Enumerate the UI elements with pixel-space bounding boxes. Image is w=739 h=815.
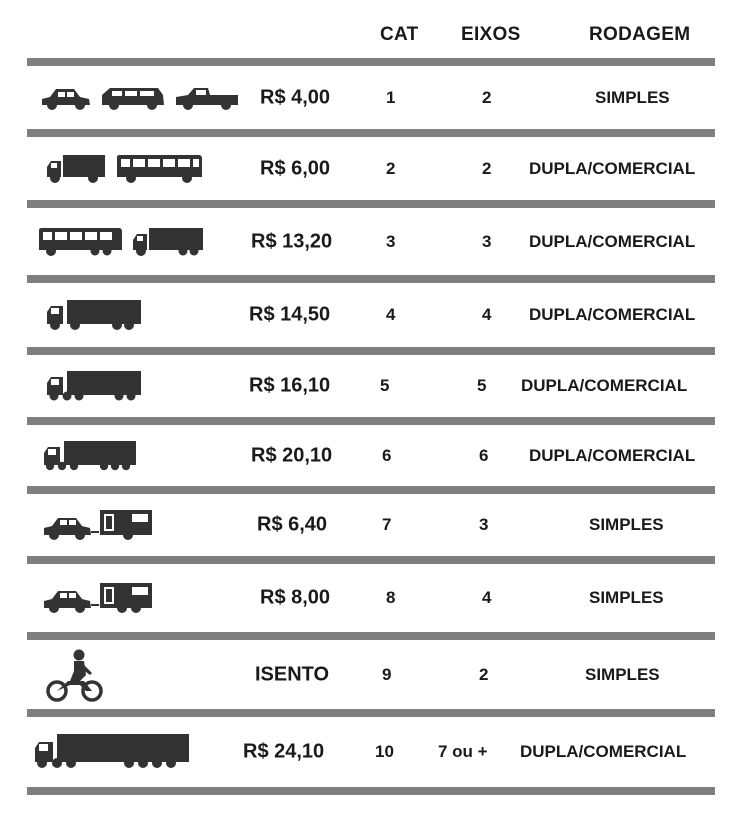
cat-value: 8 bbox=[386, 588, 396, 607]
bus-icon bbox=[115, 153, 203, 185]
rodagem-value: DUPLA/COMERCIAL bbox=[520, 742, 687, 761]
truck-icon bbox=[45, 153, 107, 185]
divider bbox=[27, 486, 715, 494]
divider bbox=[27, 200, 715, 208]
car-trailer-icon bbox=[42, 508, 154, 542]
eixos-value: 7 ou + bbox=[438, 742, 488, 761]
bus-icon bbox=[37, 226, 123, 258]
table-row bbox=[0, 717, 739, 787]
cat-value: 2 bbox=[386, 158, 396, 178]
cat-value: 5 bbox=[380, 376, 390, 395]
price: ISENTO bbox=[255, 663, 330, 685]
truck-icon bbox=[131, 226, 205, 258]
table-row bbox=[0, 564, 739, 632]
cat-value: 1 bbox=[386, 87, 396, 107]
rodagem-value: SIMPLES bbox=[589, 588, 664, 607]
table-row bbox=[0, 66, 739, 129]
price: R$ 20,10 bbox=[251, 444, 333, 466]
divider bbox=[27, 347, 715, 355]
rodagem-value: SIMPLES bbox=[585, 664, 660, 684]
table-header bbox=[0, 0, 739, 58]
eixos-value: 2 bbox=[479, 664, 489, 684]
divider bbox=[27, 709, 715, 717]
table-row bbox=[0, 355, 739, 417]
price: R$ 24,10 bbox=[243, 740, 325, 763]
eixos-value: 6 bbox=[479, 445, 489, 465]
van-icon bbox=[100, 85, 166, 111]
table-row bbox=[0, 640, 739, 709]
truck-6-axle-icon bbox=[42, 439, 138, 473]
eixos-value: 5 bbox=[477, 376, 487, 395]
divider bbox=[27, 632, 715, 640]
rodagem-value: SIMPLES bbox=[589, 515, 664, 534]
header-cat: CAT bbox=[380, 24, 419, 45]
rodagem-value: DUPLA/COMERCIAL bbox=[529, 158, 696, 178]
car-icon bbox=[40, 85, 92, 111]
pickup-icon bbox=[174, 85, 240, 111]
eixos-value: 2 bbox=[482, 158, 492, 178]
car-trailer-2-axle-icon bbox=[42, 581, 154, 615]
eixos-value: 2 bbox=[482, 87, 492, 107]
rodagem-value: DUPLA/COMERCIAL bbox=[529, 445, 696, 465]
price: R$ 16,10 bbox=[249, 374, 331, 397]
price: R$ 14,50 bbox=[249, 303, 331, 326]
divider bbox=[27, 787, 715, 795]
cat-value: 9 bbox=[382, 664, 392, 684]
table-row bbox=[0, 494, 739, 556]
truck-7-axle-icon bbox=[33, 732, 191, 772]
header-rodagem: RODAGEM bbox=[589, 24, 691, 45]
divider bbox=[27, 58, 715, 66]
eixos-value: 4 bbox=[482, 588, 492, 607]
price: R$ 6,00 bbox=[260, 157, 331, 179]
cat-value: 7 bbox=[382, 515, 392, 534]
truck-4-axle-icon bbox=[45, 298, 143, 332]
rodagem-value: DUPLA/COMERCIAL bbox=[529, 231, 696, 251]
divider bbox=[27, 129, 715, 137]
divider bbox=[27, 275, 715, 283]
divider bbox=[27, 417, 715, 425]
table-row bbox=[0, 283, 739, 347]
table-row bbox=[0, 425, 739, 486]
price: R$ 8,00 bbox=[260, 586, 331, 609]
cat-value: 3 bbox=[386, 231, 396, 251]
table-row bbox=[0, 208, 739, 275]
table-row bbox=[0, 137, 739, 200]
rodagem-value: DUPLA/COMERCIAL bbox=[521, 376, 688, 395]
motorcycle-icon bbox=[46, 647, 104, 703]
eixos-value: 3 bbox=[479, 515, 489, 534]
truck-5-axle-icon bbox=[45, 369, 143, 403]
header-eixos: EIXOS bbox=[461, 24, 521, 45]
divider bbox=[27, 556, 715, 564]
rodagem-value: DUPLA/COMERCIAL bbox=[529, 305, 696, 324]
eixos-value: 4 bbox=[482, 305, 492, 324]
cat-value: 6 bbox=[382, 445, 392, 465]
cat-value: 4 bbox=[386, 305, 396, 324]
price: R$ 6,40 bbox=[257, 513, 328, 536]
cat-value: 10 bbox=[375, 742, 394, 761]
price: R$ 4,00 bbox=[260, 86, 331, 108]
rodagem-value: SIMPLES bbox=[595, 87, 670, 107]
price: R$ 13,20 bbox=[251, 230, 333, 252]
eixos-value: 3 bbox=[482, 231, 492, 251]
